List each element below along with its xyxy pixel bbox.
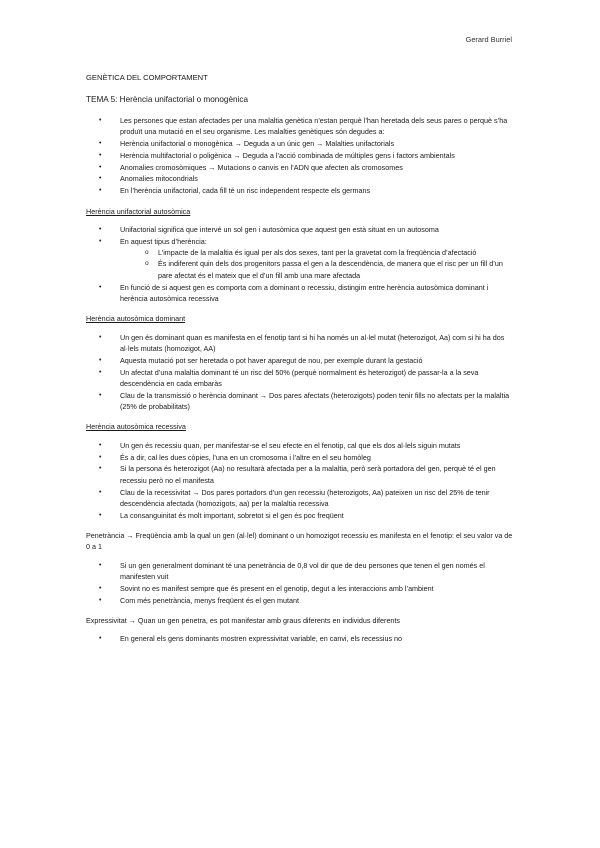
section-heading-dominant: Herència autosòmica dominant (86, 314, 186, 324)
list-item: • És a dir, cal les dues còpies, l’una en un cromosoma i l’altre en el seu homòleg (86, 452, 516, 463)
penetrance-list (86, 560, 516, 606)
unifactorial-list (86, 224, 516, 304)
sublist (120, 247, 516, 281)
intro-list (86, 115, 516, 197)
document-title: GENÈTICA DEL COMPORTAMENT (86, 73, 208, 82)
section-heading-recessive: Herència autosòmica recessiva (86, 422, 186, 432)
list-item: • Herència unifactorial o monogènica → Deguda a un únic gen → Malalties unifactorials (86, 138, 516, 149)
author-name: Gerard Burriel (465, 35, 512, 44)
list-item: • Aquesta mutació pot ser heretada o pot haver aparegut de nou, per exemple durant la gestació (86, 355, 516, 366)
list-item: • Un afectat d’una malaltia dominant té un risc del 50% (perquè normalment és heterozigot) de passar-la a la seva descendència en cada embaràs (86, 367, 516, 390)
topic-title: TEMA 5: Herència unifactorial o monogènica (86, 95, 249, 105)
dominant-list (86, 332, 516, 413)
list-item: • Unifactorial significa que intervé un sol gen i autosòmica que aquest gen està situat en un autosoma (86, 224, 516, 235)
list-item: • Les persones que estan afectades per una malaltia genètica n’estan perquè l’han heretada dels seus pares o perquè s’ha produït una mutació en el seu organisme. Les malalties genètiques són degudes a: (86, 115, 516, 138)
expressivity-paragraph: Expressivitat → Quan un gen penetra, es pot manifestar amb graus diferents en individus diferents (86, 616, 401, 626)
sublist-item: o És indiferent quin dels dos progenitors passa el gen a la descendència, de manera que el risc per un fill d’un pare afectat és el mateix que el d’un fill amb una mare afectada (120, 258, 516, 281)
list-item: • Herència multifactorial o poligènica → Deguda a l’acció combinada de múltiples gens i factors ambientals (86, 150, 516, 161)
list-item: • Com més penetrància, menys freqüent és el gen mutant (86, 595, 516, 606)
list-item: • En funció de si aquest gen es comporta com a dominant o recessiu, distingim entre herència autosòmica dominant i herència autosòmica recessiva (86, 282, 516, 305)
recessive-list (86, 440, 516, 521)
list-item: • Anomalies cromosòmiques → Mutacions o canvis en l’ADN que afecten als cromosomes (86, 162, 516, 173)
section-heading-unifactorial: Herència unifactorial autosòmica (86, 206, 191, 216)
list-item: • Anomalies mitocondrials (86, 173, 516, 184)
expressivity-list (86, 633, 516, 644)
list-item (86, 236, 516, 281)
list-item: • Clau de la recessivitat → Dos pares portadors d’un gen recessiu (heterozigots, Aa) pateixen un risc del 25% de tenir descendència afectada (homozigots, aa) per la malaltia recessiva (86, 487, 516, 510)
penetrance-paragraph: Penetrància → Freqüència amb la qual un gen (al·lel) dominant o un homozigot recessiu es manifesta en el fenotip: el seu valor va de 0 a 1 (86, 531, 513, 552)
list-item: • Un gen és dominant quan es manifesta en el fenotip tant si hi ha només un al·lel mutat (heterozigot, Aa) com si hi ha dos al·lels mutats (homozigot, AA) (86, 332, 516, 355)
list-item: • Si un gen generalment dominant té una penetrància de 0,8 vol dir que de deu persones que tenen el gen només el manifesten vuit (86, 560, 516, 583)
list-item: • En general els gens dominants mostren expressivitat variable, en canvi, els recessius no (86, 633, 516, 644)
list-item: • Un gen és recessiu quan, per manifestar-se el seu efecte en el fenotip, cal que els dos al·lels siguin mutats (86, 440, 516, 451)
list-item: • Sovint no es manifest sempre que és present en el genotip, degut a les interaccions amb l’ambient (86, 583, 516, 594)
list-item: • Si la persona és heterozigot (Aa) no resultarà afectada per a la malaltia, però serà portadora del gen, perquè té el gen recessiu però no el manifesta (86, 463, 516, 486)
document-body (86, 72, 516, 645)
list-item-text: En aquest tipus d’herència: (120, 236, 207, 246)
list-item: • Clau de la transmissió o herència dominant → Dos pares afectats (heterozigots) poden tenir fills no afectats per la malaltia (25% de probabilitats) (86, 390, 516, 413)
sublist-item: o L’impacte de la malaltia és igual per als dos sexes, tant per la gravetat com la freqüència d’afectació (120, 247, 516, 258)
list-item: • En l’herència unifactorial, cada fill té un risc independent respecte els germans (86, 185, 516, 196)
list-item: • La consanguinitat és molt important, sobretot si el gen és poc freqüent (86, 510, 516, 521)
